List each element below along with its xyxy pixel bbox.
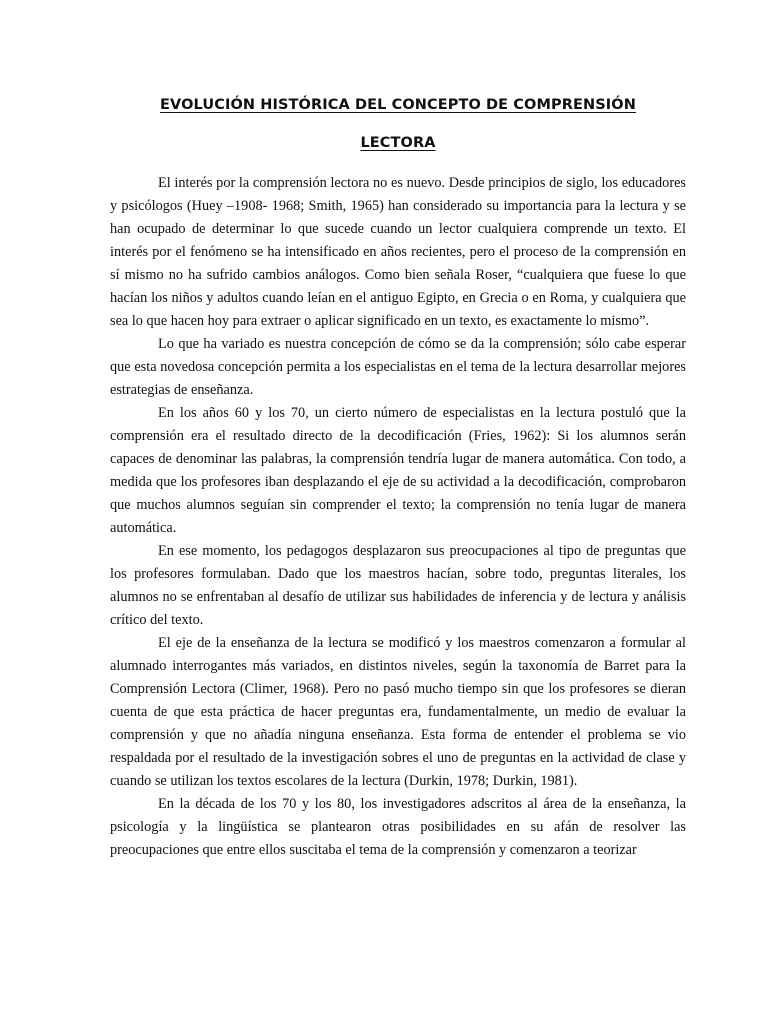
paragraph-4: En ese momento, los pedagogos desplazaron sus preocupaciones al tipo de preguntas que los profesores formulaban. Dado que los maestros hacían, sobre todo, preguntas literales, los alumnos no se enfrentaban al desafío de utilizar sus habilidades de inferencia y de lectura y análisis crítico del texto. xyxy=(110,543,686,628)
paragraph-5: El eje de la enseñanza de la lectura se modificó y los maestros comenzaron a formular al alumnado interrogantes más variados, en distintos niveles, según la taxonomía de Barret para la Comprensión Lectora (Climer, 1968). Pero no pasó mucho tiempo sin que los profesores se dieran cuenta de que esta práctica de hacer preguntas era, fundamentalmente, un medio de evaluar la comprensión y que no añadía ninguna enseñanza. Esta forma de entender el problema se vio respaldada por el resultado de la investigación sobres el uno de preguntas en la actividad de clase y cuando se utilizan los textos escolares de la lectura (Durkin, 1978; Durkin, 1981). xyxy=(110,635,686,789)
title-line-2: LECTORA xyxy=(360,135,436,151)
document-body xyxy=(110,172,686,862)
paragraph-3: En los años 60 y los 70, un cierto número de especialistas en la lectura postuló que la comprensión era el resultado directo de la decodificación (Fries, 1962): Si los alumnos serán capaces de denominar las palabras, la comprensión tendría lugar de manera automática. Con todo, a medida que los profesores iban desplazando el eje de su actividad a la decodificación, comprobaron que muchos alumnos seguían sin comprender el texto; la comprensión no tenía lugar de manera automática. xyxy=(110,405,686,536)
title-line-1: EVOLUCIÓN HISTÓRICA DEL CONCEPTO DE COMPRENSIÓN xyxy=(160,97,636,113)
paragraph-6: En la década de los 70 y los 80, los investigadores adscritos al área de la enseñanza, la psicología y la lingüística se plantearon otras posibilidades en su afán de resolver las preocupaciones que entre ellos suscitaba el tema de la comprensión y comenzaron a teorizar xyxy=(110,796,686,858)
paragraph-2: Lo que ha variado es nuestra concepción de cómo se da la comprensión; sólo cabe esperar que esta novedosa concepción permita a los especialistas en el tema de la lectura desarrollar mejores estrategias de enseñanza. xyxy=(110,336,686,398)
document-title xyxy=(110,86,686,162)
paragraph-1: El interés por la comprensión lectora no es nuevo. Desde principios de siglo, los educadores y psicólogos (Huey –1908- 1968; Smith, 1965) han considerado su importancia para la lectura y se han ocupado de determinar lo que sucede cuando un lector cualquiera comprende un texto. El interés por el fenómeno se ha intensificado en años recientes, pero el proceso de la comprensión en sí mismo no ha sufrido cambios análogos. Como bien señala Roser, “cualquiera que fuese lo que hacían los niños y adultos cuando leían en el antiguo Egipto, en Grecia o en Roma, y cualquiera que sea lo que hacen hoy para extraer o aplicar significado en un texto, es exactamente lo mismo”. xyxy=(110,175,686,329)
